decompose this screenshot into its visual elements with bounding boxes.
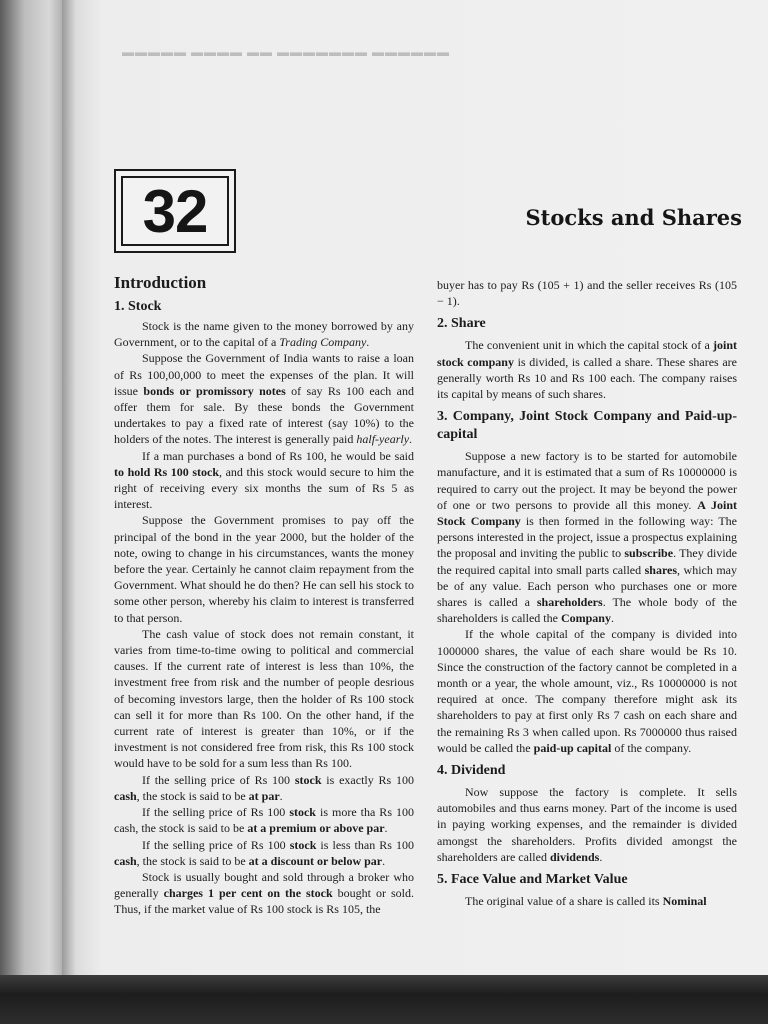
paragraph (114, 804, 414, 836)
show-through-header: ▬▬▬▬▬ ▬▬▬▬ ▬▬ ▬▬▬▬▬▬▬ ▬▬▬▬▬▬ (122, 45, 450, 59)
paragraph (114, 512, 414, 625)
bold-term: joint stock company (437, 338, 737, 369)
text-run: , which may be of any value. Each person who purchases one or more shares is called a (437, 562, 737, 610)
paragraph (437, 784, 737, 865)
bold-term: at a premium or above par (247, 821, 385, 836)
text-run: If the selling price of Rs 100 (142, 837, 290, 852)
bold-term: to hold Rs 100 stock (114, 464, 220, 479)
chapter-number: 32 (121, 176, 229, 246)
chapter-title: Stocks and Shares (525, 205, 742, 230)
text-run: If the selling price of Rs 100 (142, 805, 290, 820)
text-run: . (382, 853, 386, 868)
dividend-heading: 4. Dividend (437, 763, 506, 779)
left-column (114, 272, 414, 918)
bold-term: bonds or promissory notes (143, 383, 286, 398)
text-run: The original value of a share is called its (465, 894, 663, 909)
bold-term: A Joint Stock Company (437, 497, 737, 529)
text-run: . The whole body of the shareholders is called the (437, 595, 738, 626)
introduction-heading: Introduction (114, 273, 207, 292)
paragraph (437, 277, 737, 309)
text-run: is then formed in the following way: The persons interested in the project, issue a prospectus explaining the proposal and inviting the public to (437, 514, 737, 561)
italic-term: Trading Company (279, 335, 367, 350)
paragraph (114, 350, 414, 447)
text-run: Suppose the Government of India wants to raise a loan of Rs 100,00,000 to meet the expenses of the plan. It will issue (114, 351, 414, 398)
paragraph (114, 626, 414, 772)
paragraph (437, 626, 737, 756)
text-run: bought or sold. Thus, if the market value of Rs 100 stock is Rs 105, the (114, 886, 414, 917)
text-run: The cash value of stock does not remain constant, it varies from time-to-time owing to political and commercial causes. If the current rate of interest is less than 10%, the investment free from risk and the number of people desrious of becoming investors large, then the holder of Rs 100 stock can sell it for more than Rs 100. On the other hand, if the current rate of interest is greater than 10%, or if the investment is not considered free from risk, this Rs 100 stock would have to be sold for a sum less than Rs 100. (114, 626, 414, 771)
text-run: If the whole capital of the company is divided into 1000000 shares, the value of each share would be Rs 10. Since the construction of the factory cannot be completed in a month or a year, the whole amount, viz., Rs 10000000 is not required at once. The company therefore might ask its shareholders to pay at first only Rs 7 cash on each share and the remaining Rs 3 when called upon. Rs 7000000 thus raised would be called the (437, 627, 737, 755)
text-run: is more tha Rs 100 cash, the stock is said to be (114, 805, 414, 836)
previous-page-edge (0, 0, 70, 1024)
text-run: , and this stock would secure to him the right of receiving every six months the sum of Rs 5 as interest. (114, 464, 414, 512)
bold-term: charges 1 per cent on the stock (163, 886, 333, 901)
paragraph (114, 869, 414, 918)
text-run: , the stock is said to be (136, 853, 249, 868)
text-run: is less than Rs 100 (316, 837, 414, 852)
stock-heading: 1. Stock (114, 299, 162, 314)
share-heading: 2. Share (437, 316, 486, 332)
text-run: If a man purchases a bond of Rs 100, he would be said (142, 448, 414, 463)
bold-term: stock (294, 772, 322, 787)
paragraph (114, 837, 414, 869)
bold-term: subscribe (624, 546, 674, 561)
scan-bottom-edge (0, 975, 768, 1024)
text-run: . They divide the required capital into small parts called (437, 546, 737, 577)
text-run: If the selling price of Rs 100 (142, 772, 295, 787)
paragraph (114, 772, 414, 804)
bold-term: paid-up capital (533, 740, 612, 755)
text-run: . (279, 788, 283, 803)
book-page (62, 0, 768, 975)
text-run: is exactly Rs 100 (321, 772, 414, 787)
bold-term: cash (114, 788, 137, 803)
text-run: of say Rs 100 each and offer them for sale. By these bonds the Government undertakes to pay a fixed rate of interest (say 10%) to the holders of the notes. The interest is generally paid (114, 383, 415, 447)
text-run: Now suppose the factory is complete. It sells automobiles and thus earns money. Part of the income is used in paying working expenses, and the remainder is divided amongst the shareholders. Profits divided amongst the shareholders are called (437, 785, 737, 864)
right-column (437, 277, 737, 909)
paragraph (437, 337, 737, 402)
text-run: is divided, is called a share. These shares are generally worth Rs 10 and Rs 100 each. The company raises its capital by means of such shares. (437, 354, 737, 402)
bold-term: dividends (549, 849, 600, 864)
company-heading: 3. Company, Joint Stock Company and Paid-up-capital (437, 409, 737, 443)
paragraph (437, 448, 737, 626)
bold-term: at a discount or below par (248, 853, 383, 868)
text-run: . (409, 432, 413, 447)
text-run: Stock is the name given to the money borrowed by any Government, or to the capital of a (114, 319, 414, 350)
text-run: . (384, 821, 388, 836)
text-run: , the stock is said to be (136, 788, 249, 803)
text-run: of the company. (611, 740, 692, 755)
bold-term: shares (644, 562, 678, 577)
paragraph (114, 448, 414, 513)
text-run: Stock is usually bought and sold through a broker who generally (114, 869, 414, 901)
bold-term: stock (289, 837, 317, 852)
chapter-number-box (114, 169, 236, 253)
text-run: . (599, 849, 603, 864)
paragraph (114, 318, 414, 350)
text-run: Suppose a new factory is to be started for automobile manufacture, and it is estimated that a sum of Rs 10000000 is required to carry out the project. It may be beyond the power of one or two persons to provide all this money. (437, 449, 737, 512)
paragraph (437, 893, 737, 909)
bold-term: at par (248, 788, 280, 803)
text-run: Suppose the Government promises to pay off the principal of the bond in the year 2000, but the holder of the note, owing to change in his circumstances, wants the money before the year. Certainly he cannot claim repayment from the Government. What should he do then? He can sell his stock to some other person, whereby his claim to interest is transferred to that person. (114, 513, 414, 625)
bold-term: cash (114, 853, 137, 868)
bold-term: Company (560, 611, 611, 626)
bold-term: shareholders (536, 595, 603, 610)
italic-term: half-yearly (356, 432, 410, 447)
text-run: . (366, 335, 370, 350)
face-value-heading: 5. Face Value and Market Value (437, 872, 628, 888)
text-run: The convenient unit in which the capital stock of a (465, 338, 713, 353)
bold-term: stock (289, 805, 316, 820)
bold-term: Nominal (662, 894, 707, 909)
text-run: buyer has to pay Rs (105 + 1) and the seller receives Rs (105 − 1). (437, 278, 737, 309)
text-run: . (610, 611, 614, 626)
